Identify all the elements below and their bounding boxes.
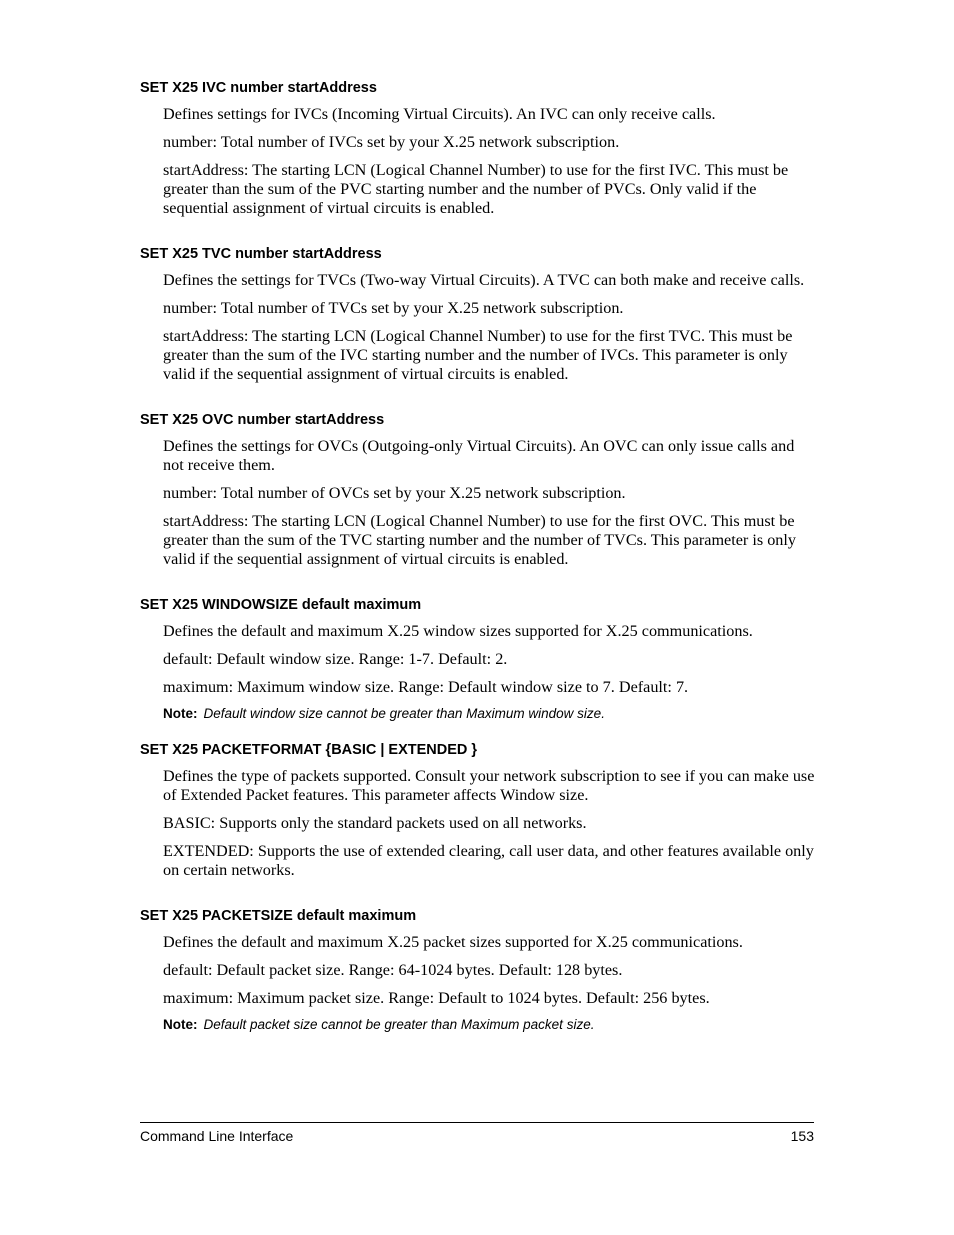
paragraph: Defines the default and maximum X.25 window sizes supported for X.25 communications. [163,622,753,640]
note-label: Note: [163,1017,198,1032]
paragraph: BASIC: Supports only the standard packets used on all networks. [163,814,587,832]
section-gap [140,578,816,596]
page-number: 153 [790,1128,814,1144]
section-heading: SET X25 TVC number startAddress [140,246,382,262]
paragraph: default: Default packet size. Range: 64-1024 bytes. Default: 128 bytes. [163,961,623,979]
paragraph: startAddress: The starting LCN (Logical Channel Number) to use for the first IVC. This must be greater than the sum of the PVC starting number and the number of PVCs. Only valid if the sequential assignment of virtual circuits is enabled. [163,161,789,217]
note [163,1016,816,1034]
section-heading: SET X25 IVC number startAddress [140,80,377,96]
note-text: Default window size cannot be greater than Maximum window size. [203,706,605,721]
section-gap [140,889,816,907]
paragraph: startAddress: The starting LCN (Logical Channel Number) to use for the first TVC. This must be greater than the sum of the IVC starting number and the number of IVCs. This parameter is only valid if the sequential assignment of virtual circuits is enabled. [163,327,793,383]
section-windowsize [140,596,816,723]
paragraph: number: Total number of TVCs set by your X.25 network subscription. [163,299,624,317]
footer-title: Command Line Interface [140,1128,294,1144]
section-packetsize [140,907,816,1034]
paragraph: Defines the type of packets supported. Consult your network subscription to see if you can make use of Extended Packet features. This parameter affects Window size. [163,767,815,804]
paragraph: maximum: Maximum packet size. Range: Default to 1024 bytes. Default: 256 bytes. [163,989,710,1007]
paragraph: number: Total number of IVCs set by your X.25 network subscription. [163,133,620,151]
footer-divider [140,1122,814,1123]
note-label: Note: [163,706,198,721]
paragraph: number: Total number of OVCs set by your X.25 network subscription. [163,484,626,502]
section-gap [140,227,816,245]
note-text: Default packet size cannot be greater than Maximum packet size. [203,1017,595,1032]
paragraph: EXTENDED: Supports the use of extended clearing, call user data, and other features available only on certain networks. [163,842,814,879]
paragraph: Defines the settings for OVCs (Outgoing-only Virtual Circuits). An OVC can only issue calls and not receive them. [163,437,795,474]
note [163,705,816,723]
section-ovc [140,411,816,569]
section-gap [140,393,816,411]
section-gap [140,723,816,741]
section-heading: SET X25 PACKETSIZE default maximum [140,908,417,924]
section-packetformat [140,741,816,880]
section-heading: SET X25 PACKETFORMAT {BASIC | EXTENDED } [140,742,478,758]
paragraph: Defines settings for IVCs (Incoming Virtual Circuits). An IVC can only receive calls. [163,105,716,123]
paragraph: startAddress: The starting LCN (Logical Channel Number) to use for the first OVC. This must be greater than the sum of the TVC starting number and the number of TVCs. This parameter is only valid if the sequential assignment of virtual circuits is enabled. [163,512,796,568]
paragraph: default: Default window size. Range: 1-7. Default: 2. [163,650,508,668]
section-ivc [140,79,816,218]
section-tvc [140,245,816,384]
section-heading: SET X25 WINDOWSIZE default maximum [140,597,422,613]
section-heading: SET X25 OVC number startAddress [140,412,385,428]
page-content [140,79,816,1034]
paragraph: Defines the default and maximum X.25 packet sizes supported for X.25 communications. [163,933,743,951]
paragraph: Defines the settings for TVCs (Two-way Virtual Circuits). A TVC can both make and receive calls. [163,271,805,289]
paragraph: maximum: Maximum window size. Range: Default window size to 7. Default: 7. [163,678,689,696]
